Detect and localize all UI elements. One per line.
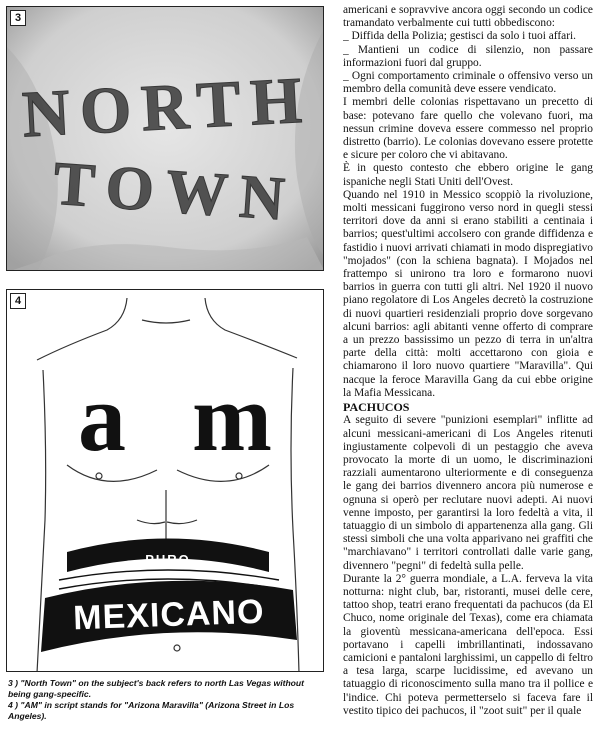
article-paragraph: americani e sopravvive ancora oggi secondo un codice tramandato verbalmente cui tutti obbediscono: xyxy=(343,4,593,30)
belly-mexicano-text: MEXICANO xyxy=(72,592,266,638)
article-paragraph: A seguito di severe "punizioni esemplari" inflitte ad alcuni messicani-americani di Los Angeles ritenuti ingiustamente colpevoli di un pestaggio che aveva provocato la morte di un uomo, le discriminazioni razziali aumentarono ulteriormente e di conseguenza le gang dei barrios divennero ancora più numerose e ognuna si operò per reclutare nuovi adepti. Ai nuovi venne imposto, per garantirsi la loro fedeltà a vita, il tatuaggio di un simbolo di appartenenza alla gang. Gli stessi simboli che una volta apparivano nei graffiti che "marchiavano" i territori controllati dalle varie gang, divennero "pegni" di fedeltà sulla pelle. xyxy=(343,414,593,572)
chest-letter-a: a xyxy=(78,364,126,471)
tattoo-town-text: TOWN xyxy=(51,149,299,235)
article-paragraph: Quando nel 1910 in Messico scoppiò la rivoluzione, molti messicani fuggirono verso nord in quegli stessi territori dove da anni si erano stabiliti a centinaia i barrios; quest'ultimi accolsero con grande diffidenza e fastidio i nuovi arrivati chiamati in modo dispregiativo "mojados" (con la schiena bagnata). I Mojados nel frattempo si unirono tra loro e formarono nuovi barrios in guerra con tutti gli altri. Nel 1920 il nuovo piano regolatore di Los Angeles decretò la costruzione di nuovi quartieri residenziali proprio dove sorgevano alcuni barrios: agli abitanti venne offerto di comprare a un prezzo bassissimo un pezzo di terra in un'altra parte della città: molti accettarono con gioia e chiamarono il loro nuovo quartiere "Maravilla". Qui nacque la feroce Maravilla Gang da cui ebbe origine la Mafia Messicana. xyxy=(343,188,593,399)
article-bullet: _ Mantieni un codice di silenzio, non passare informazioni fuori dal gruppo. xyxy=(343,43,593,69)
article-paragraph: I membri delle colonias rispettavano un precetto di base: potevano fare quello che volevano fuori, ma nessun crimine doveva essere commesso nel proprio distretto (barrio). Le colonias dovevano essere protette e sicure per coloro che vi abitavano. xyxy=(343,96,593,162)
figures-column xyxy=(6,6,326,745)
article-bullet: _ Ogni comportamento criminale o offensivo verso un membro della comunità deve essere vendicato. xyxy=(343,70,593,96)
caption-4: 4 ) "AM" in script stands for "Arizona Maravilla" (Arizona Street in Los Angeles). xyxy=(8,700,295,721)
article-paragraph: Durante la 2° guerra mondiale, a L.A. ferveva la vita notturna: night club, bar, ristoranti, musei delle cere, tattoo shop, teatri erano frequentati da pachucos (da El Chuco, nome originale del Texas), come era chiamata la gioventù messicana-americana dell'epoca. Essi portavano i capelli imbrillantinati, indossavano camicioni e pantaloni larghissimi, un cappello di feltro a tesa larga, scarpe lucidissime, ed avevano un tatuaggio di riconoscimento sulla mano tra il pollice e l'indice. Chi poteva permetterselo si faceva fare il vestito tipico dei pachucos, il "zoot suit" per il quale xyxy=(343,572,593,717)
figure-4-drawing xyxy=(6,289,324,672)
belly-puro-text: PURO xyxy=(145,552,191,567)
section-heading-pachucos: PACHUCOS xyxy=(343,400,410,415)
figure-4-number: 4 xyxy=(10,293,26,309)
figure-3-photo xyxy=(6,6,324,271)
caption-3: 3 ) "North Town" on the subject's back refers to north Las Vegas without being gang-specific. xyxy=(8,678,305,699)
article-column xyxy=(343,4,593,746)
tattoo-north-text: NORTH xyxy=(20,63,314,152)
figure-captions xyxy=(8,678,324,722)
figure-3-number: 3 xyxy=(10,10,26,26)
article-paragraph: È in questo contesto che ebbero origine le gang ispaniche negli Stati Uniti dell'Ovest. xyxy=(343,162,593,188)
article-bullet: _ Diffida della Polizia; gestisci da solo i tuoi affari. xyxy=(343,30,577,43)
torso-drawing xyxy=(7,290,324,672)
back-tattoo-photo xyxy=(7,7,324,271)
chest-letter-m: m xyxy=(192,364,272,471)
